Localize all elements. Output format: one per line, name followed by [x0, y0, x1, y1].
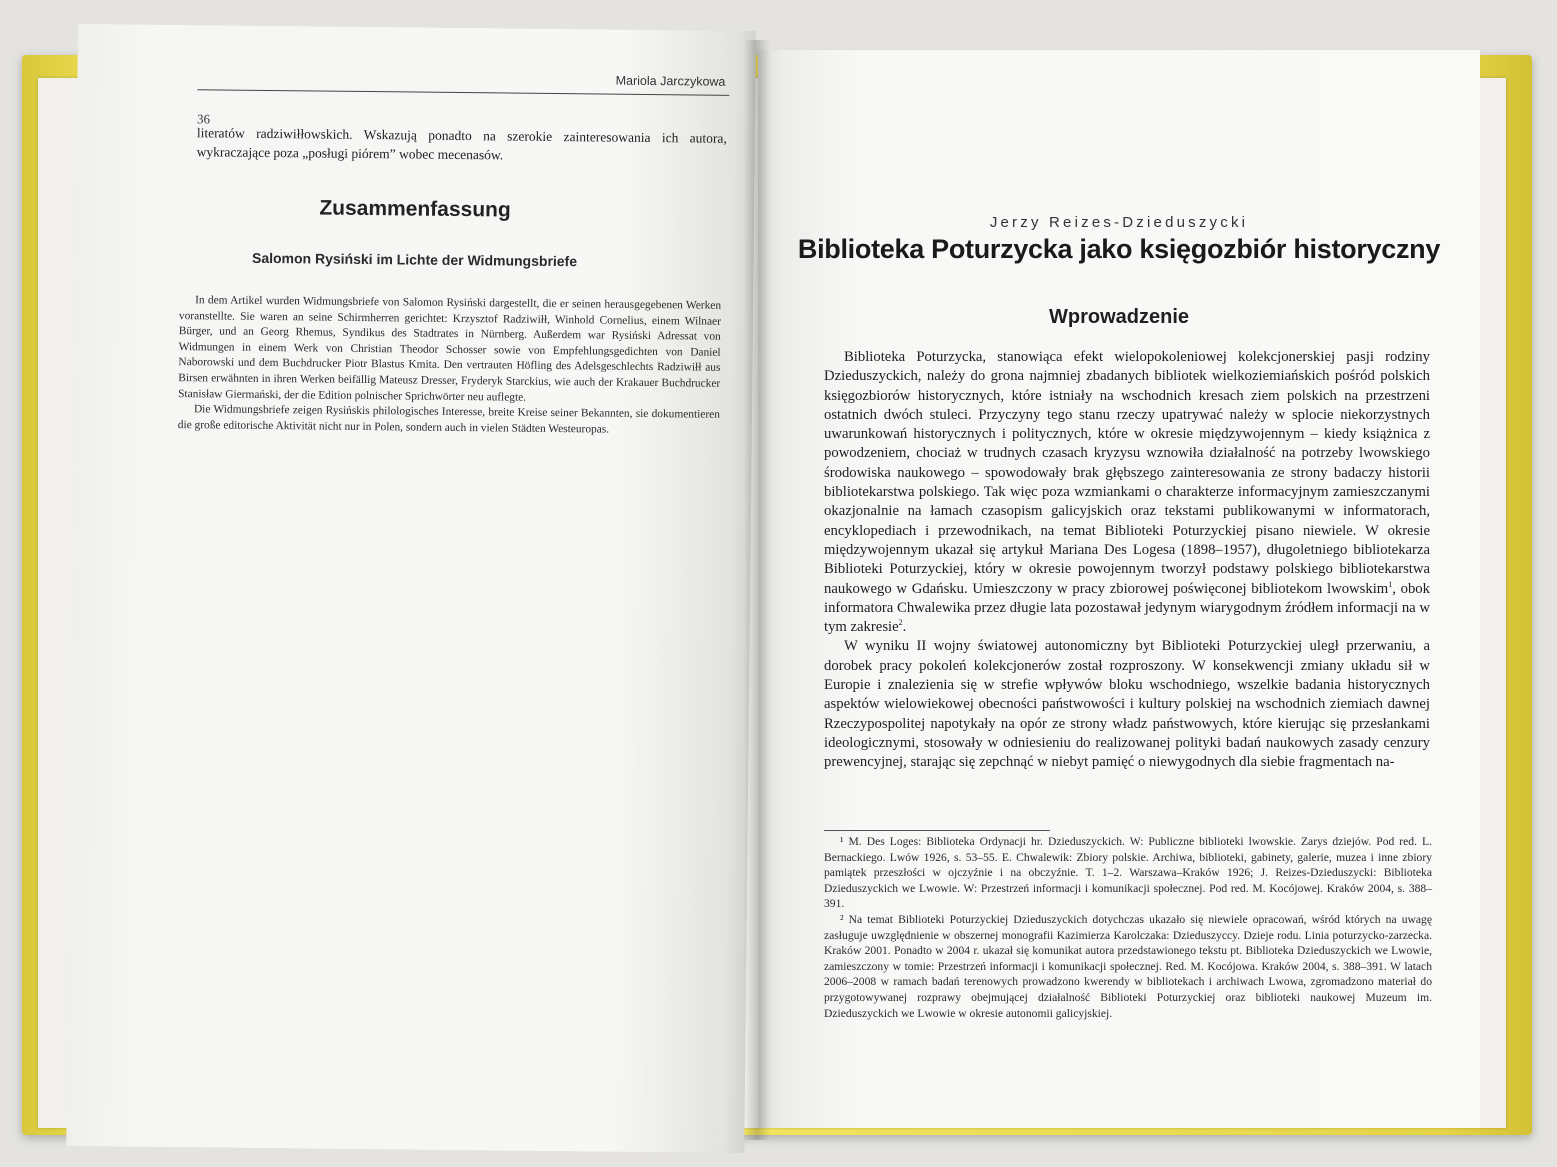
- spine-shadow: [744, 40, 770, 1140]
- header-rule: [197, 89, 729, 96]
- footnotes: [824, 834, 1432, 1021]
- footnote: ¹ M. Des Loges: Biblioteka Ordynacji hr. Dzieduszyckich. W: Publiczne biblioteki lwowskie. Zarys dziejów. Pod red. L. Bernackiego. Lwów 1926, s. 53–55. E. Chwalewik: Zbiory polskie. Archiwa, biblioteki, gabinety, galerie, muzea i inne zbiory pamiątek przeszłości w ojczyźnie i na obczyźnie. T. 1–2. Warszawa–Kraków 1926; J. Reizes-Dzieduszycki: Biblioteka Dzieduszyckich we Lwowie. W: Przestrzeń informacji i komunikacji społecznej. Pod red. M. Kocójowej. Kraków 2004, s. 388–391.: [824, 835, 1432, 911]
- footnote-rule: [824, 830, 1050, 831]
- footnote-ref: 1: [1388, 579, 1393, 589]
- continuation-text: [197, 123, 727, 167]
- summary-body: [178, 293, 721, 439]
- footnote-ref: 2: [898, 618, 903, 628]
- article-author: Jerzy Reizes-Dzieduszycki: [989, 214, 1249, 231]
- paragraph-text: , obok informatora Chwalewika przez długie lata pozostawał jedynym wiarygodnym źródłem informacji na w tym zakresie: [824, 580, 1430, 636]
- summary-paragraph: Die Widmungsbriefe zeigen Rysińskis philologisches Interesse, breite Kreise seiner Bekannten, sie dokumentieren die große editorische Aktivität nicht nur in Polen, sondern auch in vielen Städten Westeuropas.: [177, 403, 721, 436]
- left-page: [66, 24, 756, 1153]
- running-head: Mariola Jarczykowa: [615, 73, 726, 89]
- right-page: [758, 50, 1480, 1128]
- article-body: [824, 348, 1430, 773]
- article-title: Biblioteka Poturzycka jako księgozbiór historyczny: [797, 234, 1441, 264]
- paragraph-text: .: [902, 619, 907, 636]
- summary-subheading: Salomon Rysiński im Lichte der Widmungsbriefe: [251, 249, 578, 270]
- summary-paragraph: In dem Artikel wurden Widmungsbriefe von Salomon Rysiński dargestellt, die er seinen herausgegebenen Werken voranstellte. Sie waren an seine Schirmherren gerichtet: Krzysztof Radziwiłł, Winhold Cornelius, einem Wilnaer Bürger, und an Georg Rhemus, Syndikus des Stadtrates in Nürnberg. Außerdem war Rysiński Adressat von Widmungen in einem Werk von Christian Theodor Schosser sowie von Empfehlungsgedichten von Daniel Naborowski und dem Buchdrucker Piotr Blastus Kmita. Den vertrauten Höfling des Adelsgeschlechts Radziwiłł aus Birsen erwähnten in ihren Werken beifällig Mateusz Dresser, Fryderyk Starckius, wie auch der Krakauer Buchdrucker Stanisław Giermański, der die Edition polnischer Sprichwörter neu auflegte.: [178, 294, 722, 404]
- section-heading: Wprowadzenie: [1048, 306, 1189, 328]
- page-number: 36: [196, 111, 211, 127]
- footnote: ² Na temat Biblioteki Poturzyckiej Dzieduszyckich dotychczas ukazało się niewiele opracowań, wśród których na uwagę zasługuje uwzględnienie w obszernej monografii Kazimierza Karolczaka: Dzieduszyccy. Dzieje rodu. Linia poturzycko-zarzecka. Kraków 2001. Ponadto w 2004 r. ukazał się komunikat autora przedstawionego tekstu pt. Biblioteka Dzieduszyckich we Lwowie, zamieszczony w tomie: Przestrzeń informacji i komunikacji społecznej. Red. M. Kocójowa. Kraków 2004, s. 388–391. W latach 2006–2008 w ramach badań terenowych prowadzono kwerendy w bibliotekach i archiwach Lwowa, zgromadzono materiał do przygotowywanej rozprawy obejmującej działalność Biblioteki Poturzyckiej oraz biblioteki naukowej Muzeum im. Dzieduszyckich we Lwowie w okresie autonomii galicyjskiej.: [824, 912, 1432, 1020]
- body-paragraph: W wyniku II wojny światowej autonomiczny byt Biblioteki Poturzyckiej uległ przerwaniu, a dorobek pracy pokoleń kolekcjonerów został rozproszony. W konsekwencji zmiany układu sił w Europie i znalezienia się w strefie wpływów bloku wschodniego, wszelkie badania historycznych aspektów wielowiekowej obecności państwowości i kultury polskiej na wschodnich ziemiach dawnej Rzeczypospolitej napotykały na opór ze strony władz państwowych, które kierując się przesłankami ideologicznymi, stosowały w odniesieniu do realizowanej polityki badań naukowych zasady cenzury prewencyjnej, starając się zepchnąć w niebyt pamięć o niewygodnych dla siebie fragmentach na-: [824, 638, 1430, 771]
- continuation-paragraph: literatów radziwiłłowskich. Wskazują ponadto na szerokie zainteresowania ich autora, wykraczające poza „posługi piórem” wobec mecenasów.: [196, 125, 727, 163]
- summary-heading: Zusammenfassung: [319, 196, 511, 222]
- paragraph-text: Biblioteka Poturzycka, stanowiąca efekt wielopokoleniowej kolekcjonerskiej pasji rodziny Dzieduszyckich, należy do grona najmniej zbadanych bibliotek wielkoziemiańskich pośród polskich księgozbiorów historycznych, które istniały na wschodnich kresach ziem polskich na przestrzeni ostatnich dwóch stuleci. Przyczyny tego stanu rzeczy upatrywać należy w splocie niekorzystnych uwarunkowań historycznych i politycznych, które w okresie międzywojennym – kiedy książnica z powodzeniem, chociaż w trudnych czasach kryzysu wznowiła działalność na potrzeby lwowskiego środowiska naukowego – spowodowały brak głębszego zainteresowania ze strony badaczy historii bibliotekarstwa polskiego. Tak więc poza wzmiankami o charakterze informacyjnym zamieszczanymi okazjonalnie na łamach czasopism galicyjskich oraz tekstami publikowanymi w informatorach, encyklopediach i przewodnikach, na temat Biblioteki Poturzyckiej pisano niewiele. W okresie międzywojennym ukazał się artykuł Mariana Des Logesa (1898–1957), długoletniego bibliotekarza Biblioteki Poturzyckiej, który w okresie powojennym tworzył podstawy polskiego bibliotekarstwa naukowego w Gdańsku. Umieszczony w pracy zbiorowej poświęconej bibliotekom lwowskim: [824, 349, 1430, 597]
- body-paragraph: [824, 348, 1430, 637]
